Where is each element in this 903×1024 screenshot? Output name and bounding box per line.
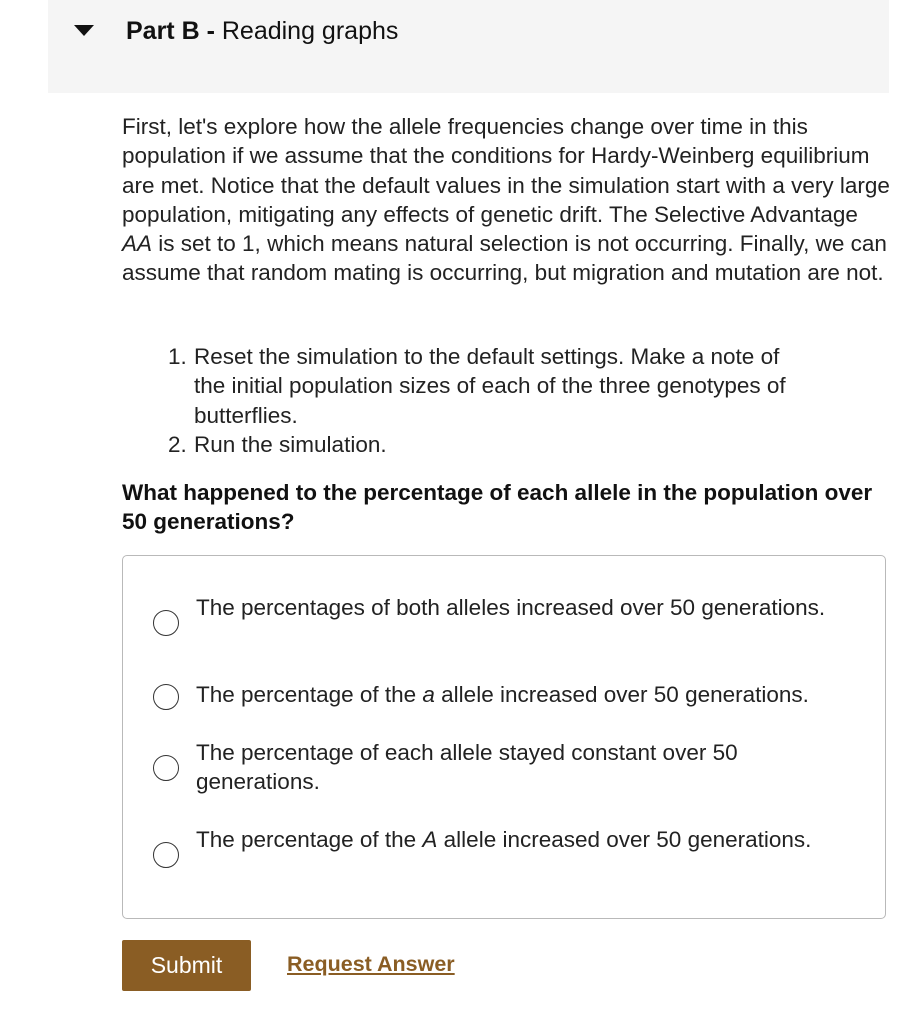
option-text: The percentage of the [196,827,423,852]
option-allele: A [422,827,438,852]
instruction-list [168,342,808,459]
radio-button[interactable] [153,842,179,868]
option-text: The percentages of both alleles increased over 50 generations. [196,595,826,620]
request-answer-link[interactable]: Request Answer [287,952,455,976]
part-title[interactable] [126,14,398,48]
radio-button[interactable] [153,610,179,636]
option-label[interactable] [196,593,856,622]
part-heading: Reading graphs [221,17,399,45]
option-text: The percentage of each allele stayed constant over 50 generations. [196,740,738,795]
instruction-text: Reset the simulation to the default settings. Make a note of the initial population sizes of each of the three genotypes of butterflies. [194,344,786,428]
instruction-number: 2. [168,431,187,457]
submit-button[interactable]: Submit [122,940,251,991]
question-prompt: What happened to the percentage of each allele in the population over 50 generations? [122,480,873,535]
intro-text: First, let's explore how the allele frequencies change over time in this population if we assume that the conditions for Hardy-Weinberg equilibrium are met. Notice that the default values in the simulation start with a very large population, mitigating any effects of genetic drift. The Selective Advantage [122,114,890,227]
collapse-caret-icon[interactable] [74,25,94,36]
part-label: Part B [126,17,200,45]
instruction-item [168,430,808,459]
instruction-number: 1. [168,344,187,369]
option-text: allele increased over 50 generations. [437,827,812,852]
intro-genotype: AA [122,231,153,257]
option-label[interactable] [196,825,856,854]
instruction-text: Run the simulation. [194,431,387,457]
answer-options [122,555,886,919]
option-text: allele increased over 50 generations. [434,682,809,707]
option-allele: a [422,682,435,707]
option-label[interactable] [196,738,856,797]
radio-button[interactable] [153,684,179,710]
part-separator: - [199,17,222,45]
option-text: The percentage of the [196,682,423,707]
instruction-item [168,342,808,430]
intro-text: is set to 1, which means natural selection is not occurring. Finally, we can assume that random mating is occurring, but migration and mutation are not. [122,231,887,286]
radio-button[interactable] [153,755,179,781]
intro-paragraph [122,112,894,288]
option-label[interactable] [196,680,856,709]
